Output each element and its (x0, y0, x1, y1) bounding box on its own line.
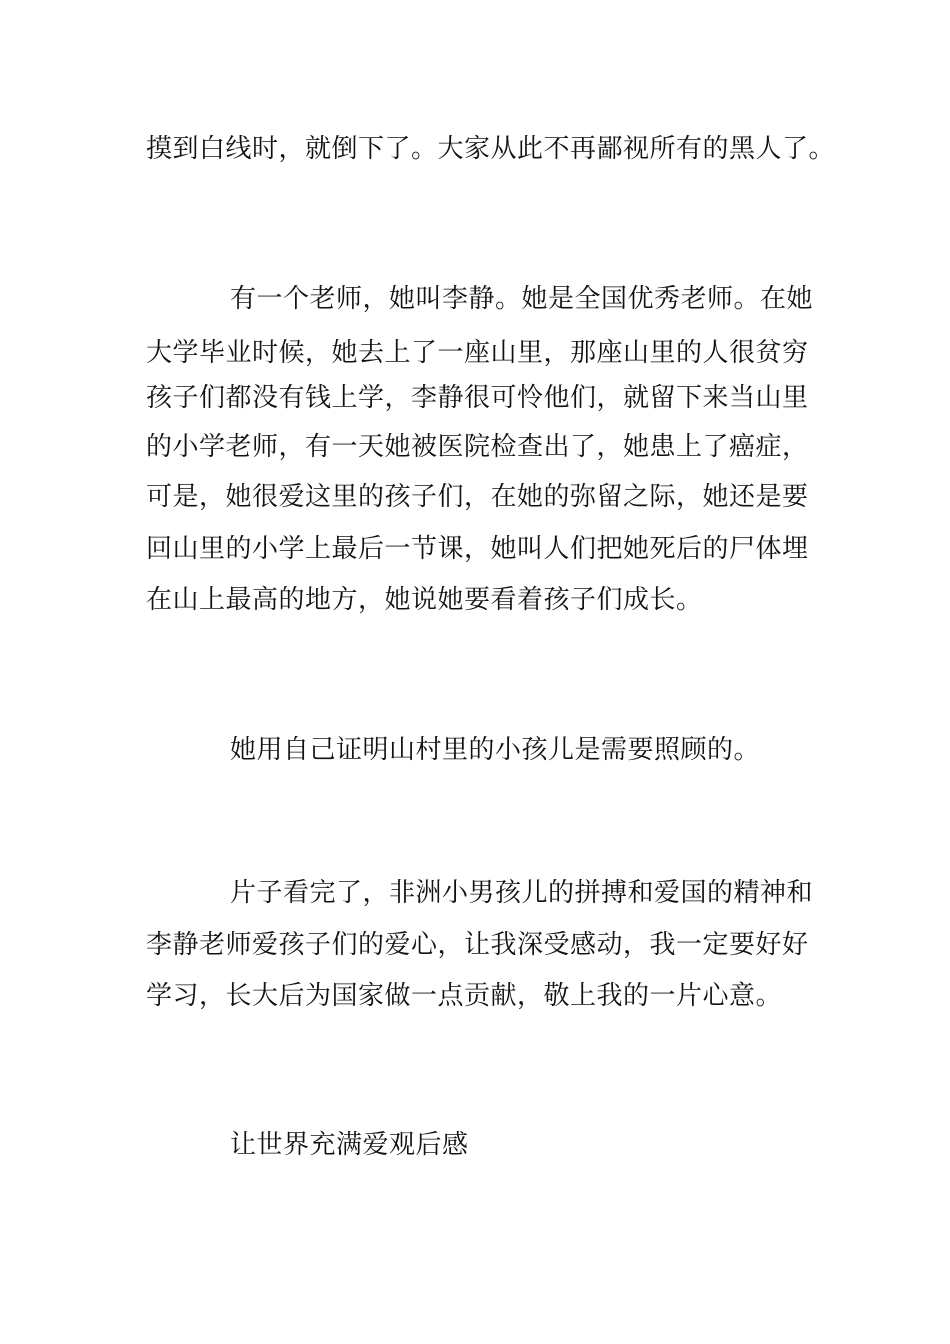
paragraph-line: 有一个老师，她叫李静。她是全国优秀老师。在她 (230, 284, 814, 314)
paragraph-line: 片子看完了，非洲小男孩儿的拼搏和爱国的精神和 (230, 878, 814, 908)
paragraph-line: 她用自己证明山村里的小孩儿是需要照顾的。 (230, 735, 761, 765)
paragraph-line: 学习，长大后为国家做一点贡献，敬上我的一片心意。 (146, 981, 783, 1011)
paragraph-line: 回山里的小学上最后一节课，她叫人们把她死后的尸体埋 (146, 534, 809, 564)
paragraph-line: 大学毕业时候，她去上了一座山里，那座山里的人很贫穷 (146, 338, 809, 368)
paragraph-line: 李静老师爱孩子们的爱心，让我深受感动，我一定要好好 (146, 930, 809, 960)
paragraph-line: 在山上最高的地方，她说她要看着孩子们成长。 (146, 585, 703, 615)
paragraph-line: 摸到白线时，就倒下了。大家从此不再鄙视所有的黑人了。 (146, 134, 836, 164)
paragraph-line: 的小学老师，有一天她被医院检查出了，她患上了癌症， (146, 432, 809, 462)
paragraph-line: 可是，她很爱这里的孩子们，在她的弥留之际，她还是要 (146, 482, 809, 512)
section-title: 让世界充满爱观后感 (230, 1130, 469, 1160)
paragraph-line: 孩子们都没有钱上学，李静很可怜他们，就留下来当山里 (146, 383, 809, 413)
